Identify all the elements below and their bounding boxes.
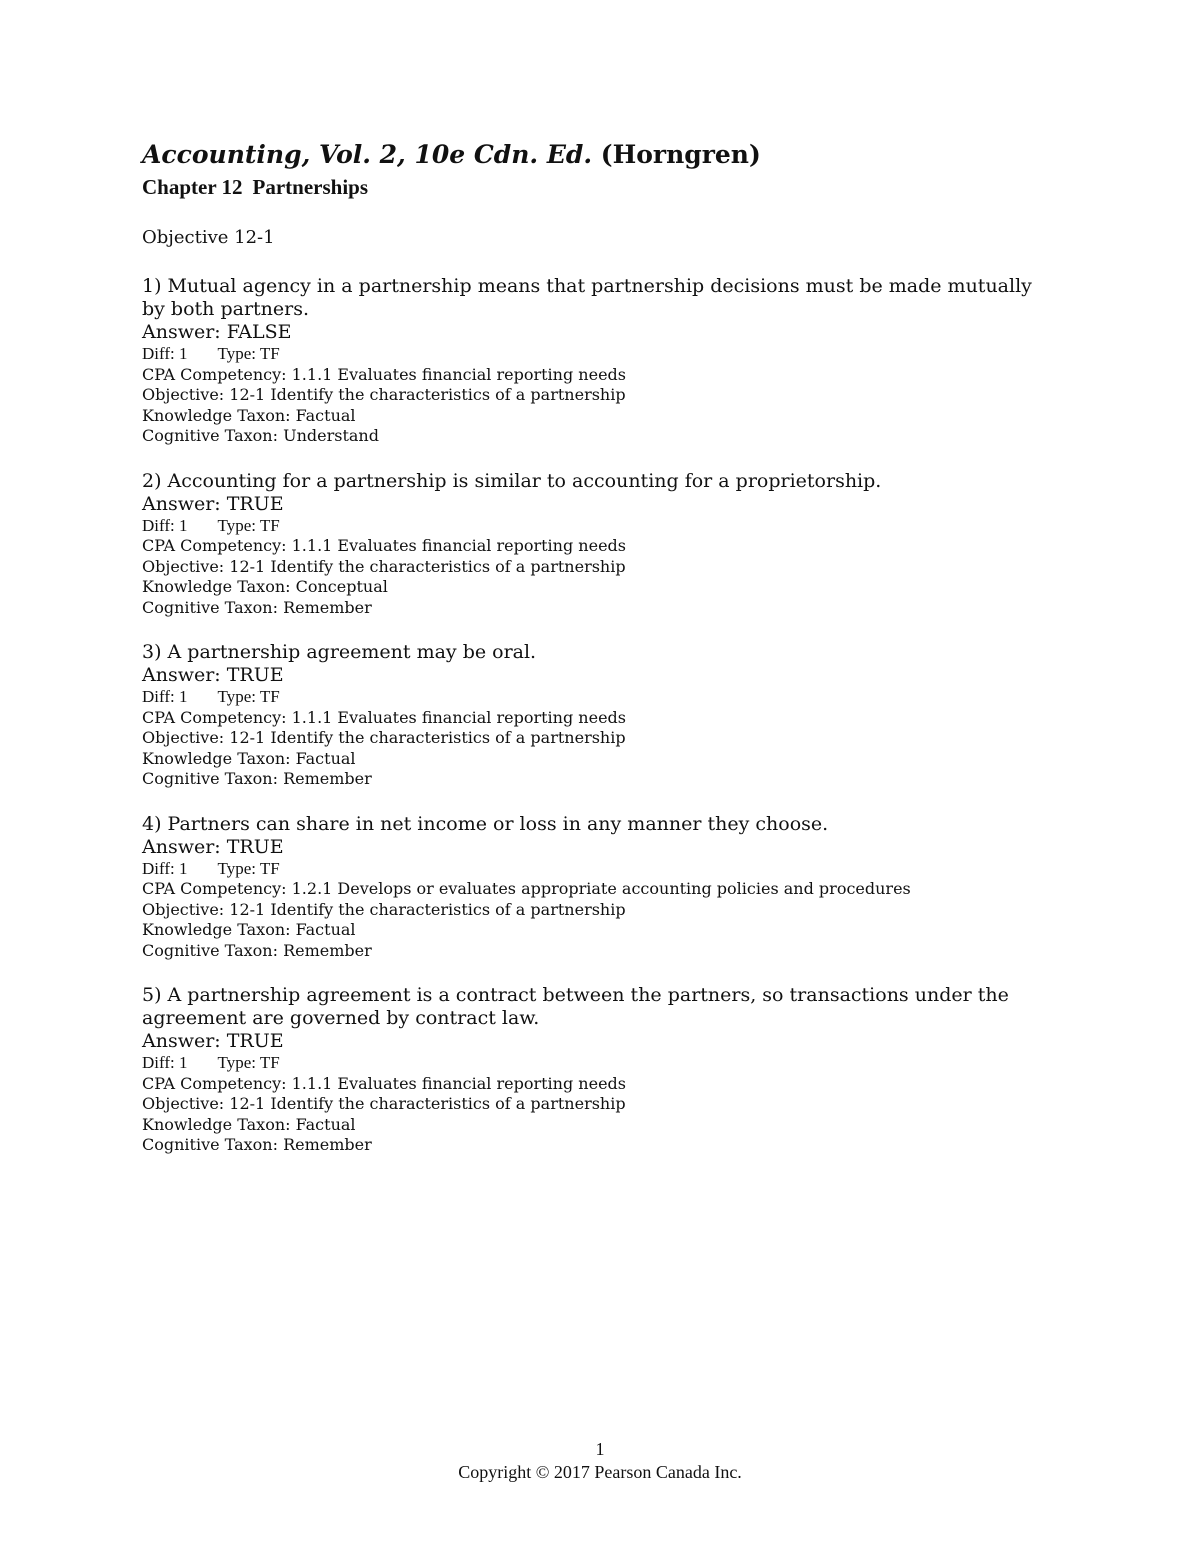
question-knowledge-taxon: Knowledge Taxon: Factual [142, 405, 356, 425]
chapter-label: Chapter 12 [142, 175, 243, 199]
question-type: Type: TF [217, 1053, 280, 1072]
question-item [142, 984, 1052, 1156]
question-knowledge-taxon: Knowledge Taxon: Conceptual [142, 577, 388, 596]
question-answer: Answer: FALSE [142, 321, 292, 343]
question-knowledge-taxon: Knowledge Taxon: Factual [142, 920, 356, 939]
question-diff: Diff: 1 [142, 515, 188, 535]
question-diff-type [142, 1053, 1052, 1074]
question-type: Type: TF [217, 858, 280, 878]
question-cognitive-taxon: Cognitive Taxon: Understand [142, 426, 379, 445]
question-diff-type [142, 344, 1052, 365]
question-diff-type [142, 687, 1052, 708]
question-objective: Objective: 12-1 Identify the characteristics of a partnership [142, 728, 626, 747]
question-knowledge-taxon: Knowledge Taxon: Factual [142, 1114, 356, 1134]
chapter-heading [142, 174, 761, 200]
book-title [142, 138, 761, 172]
question-diff-type [142, 516, 1052, 537]
question-diff: Diff: 1 [142, 858, 188, 878]
question-answer: Answer: TRUE [142, 492, 284, 515]
question-objective: Objective: 12-1 Identify the characteristics of a partnership [142, 1094, 626, 1113]
question-text: 4) Partners can share in net income or loss in any manner they choose. [142, 812, 829, 835]
question-objective: Objective: 12-1 Identify the characteristics of a partnership [142, 556, 626, 576]
question-cognitive-taxon: Cognitive Taxon: Remember [142, 1135, 372, 1154]
question-objective: Objective: 12-1 Identify the characteristics of a partnership [142, 899, 626, 919]
document-header [142, 138, 761, 200]
book-title-italic: Accounting, Vol. 2, 10e Cdn. Ed. [142, 140, 593, 169]
question-cognitive-taxon: Cognitive Taxon: Remember [142, 940, 372, 960]
question-diff: Diff: 1 [142, 344, 188, 363]
question-text: 5) A partnership agreement is a contract between the partners, so transactions under the agreement are governed by contract law. [142, 984, 1009, 1029]
question-cpa-competency: CPA Competency: 1.1.1 Evaluates financial reporting needs [142, 364, 626, 384]
objective-heading: Objective 12-1 [142, 227, 275, 248]
question-cpa-competency: CPA Competency: 1.2.1 Develops or evaluates appropriate accounting policies and procedures [142, 879, 911, 898]
question-cpa-competency: CPA Competency: 1.1.1 Evaluates financial reporting needs [142, 707, 626, 727]
question-type: Type: TF [217, 344, 280, 363]
question-type: Type: TF [217, 687, 280, 706]
page-number: 1 [595, 1439, 605, 1459]
question-cpa-competency: CPA Competency: 1.1.1 Evaluates financial reporting needs [142, 1073, 626, 1093]
question-item [142, 470, 1052, 619]
question-answer: Answer: TRUE [142, 835, 284, 858]
page-footer [0, 1438, 1200, 1484]
question-item [142, 275, 1052, 447]
book-author: (Horngren) [600, 140, 761, 169]
question-text: 2) Accounting for a partnership is similar to accounting for a proprietorship. [142, 469, 882, 492]
question-objective: Objective: 12-1 Identify the characteristics of a partnership [142, 385, 626, 404]
question-item [142, 813, 1052, 962]
question-text: 1) Mutual agency in a partnership means that partnership decisions must be made mutually by both partners. [142, 275, 1032, 320]
question-type: Type: TF [217, 515, 280, 535]
question-diff-type [142, 859, 1052, 880]
question-list [142, 275, 1052, 1179]
question-diff: Diff: 1 [142, 1053, 188, 1072]
chapter-name: Partnerships [252, 175, 369, 199]
question-cpa-competency: CPA Competency: 1.1.1 Evaluates financial reporting needs [142, 536, 626, 555]
question-cognitive-taxon: Cognitive Taxon: Remember [142, 597, 372, 617]
question-cognitive-taxon: Cognitive Taxon: Remember [142, 769, 372, 788]
copyright-notice: Copyright © 2017 Pearson Canada Inc. [458, 1462, 742, 1482]
question-knowledge-taxon: Knowledge Taxon: Factual [142, 748, 356, 768]
question-item [142, 641, 1052, 790]
question-answer: Answer: TRUE [142, 664, 284, 686]
question-answer: Answer: TRUE [142, 1030, 284, 1052]
question-diff: Diff: 1 [142, 687, 188, 706]
question-text: 3) A partnership agreement may be oral. [142, 641, 537, 663]
